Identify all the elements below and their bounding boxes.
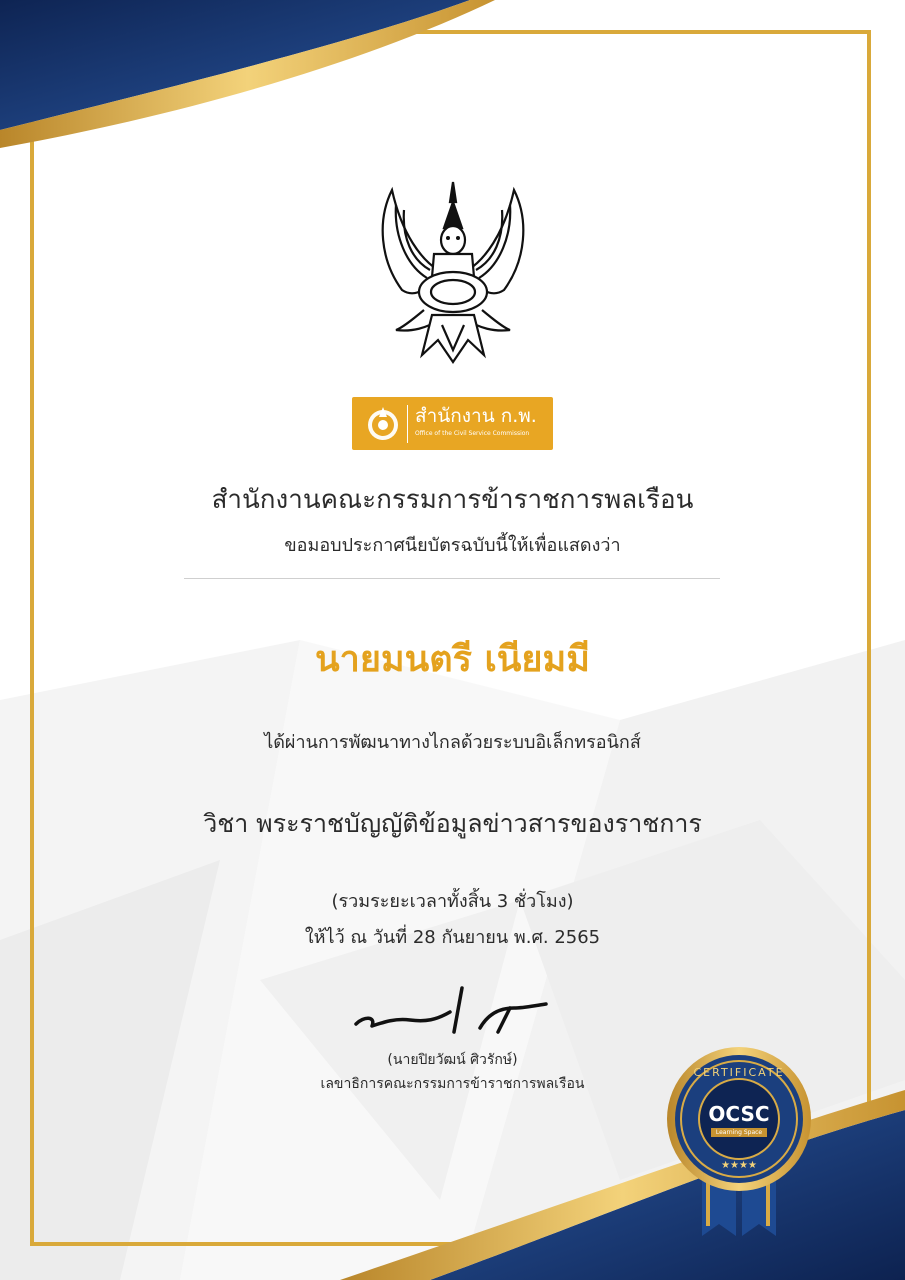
recipient-name: นายมนตรี เนียมมี [315,639,590,680]
signatory-name: (นายปิยวัฒน์ ศิวรักษ์) [387,1052,518,1068]
issue-date: ให้ไว้ ณ วันที่ 28 กันยายน พ.ศ. 2565 [304,927,601,948]
badge-english-name: Office of the Civil Service Commission [415,430,530,437]
duration-text: (รวมระยะเวลาทั้งสิ้น 3 ชั่วโมง) [331,891,574,912]
signature [350,982,550,1040]
course-title: วิชา พระราชบัญญัติข้อมูลข่าวสารของราชการ [203,809,702,838]
certificate-statement: ขอมอบประกาศนียบัตรฉบับนี้ให้เพื่อแสดงว่า [284,535,621,556]
org-badge [352,397,553,450]
ocsc-crest-icon [366,403,400,445]
garuda-emblem [372,180,534,365]
signatory-title: เลขาธิการคณะกรรมการข้าราชการพลเรือน [320,1076,585,1092]
achievement-text: ได้ผ่านการพัฒนาทางไกลด้วยระบบอิเล็กทรอนิกส์ [264,732,641,753]
seal-arc-text: CERTIFICATE [693,1066,785,1079]
organization-title: สำนักงานคณะกรรมการข้าราชการพลเรือน [211,485,694,515]
badge-thai-name: สำนักงาน ก.พ. [415,405,537,427]
header-divider [184,578,720,579]
badge-divider [407,405,408,443]
seal-stars: ★★★★ [721,1160,757,1171]
certificate-seal [664,1046,814,1246]
seal-tagline: Learning Space [711,1128,767,1137]
seal-brand: OCSC [708,1102,770,1126]
